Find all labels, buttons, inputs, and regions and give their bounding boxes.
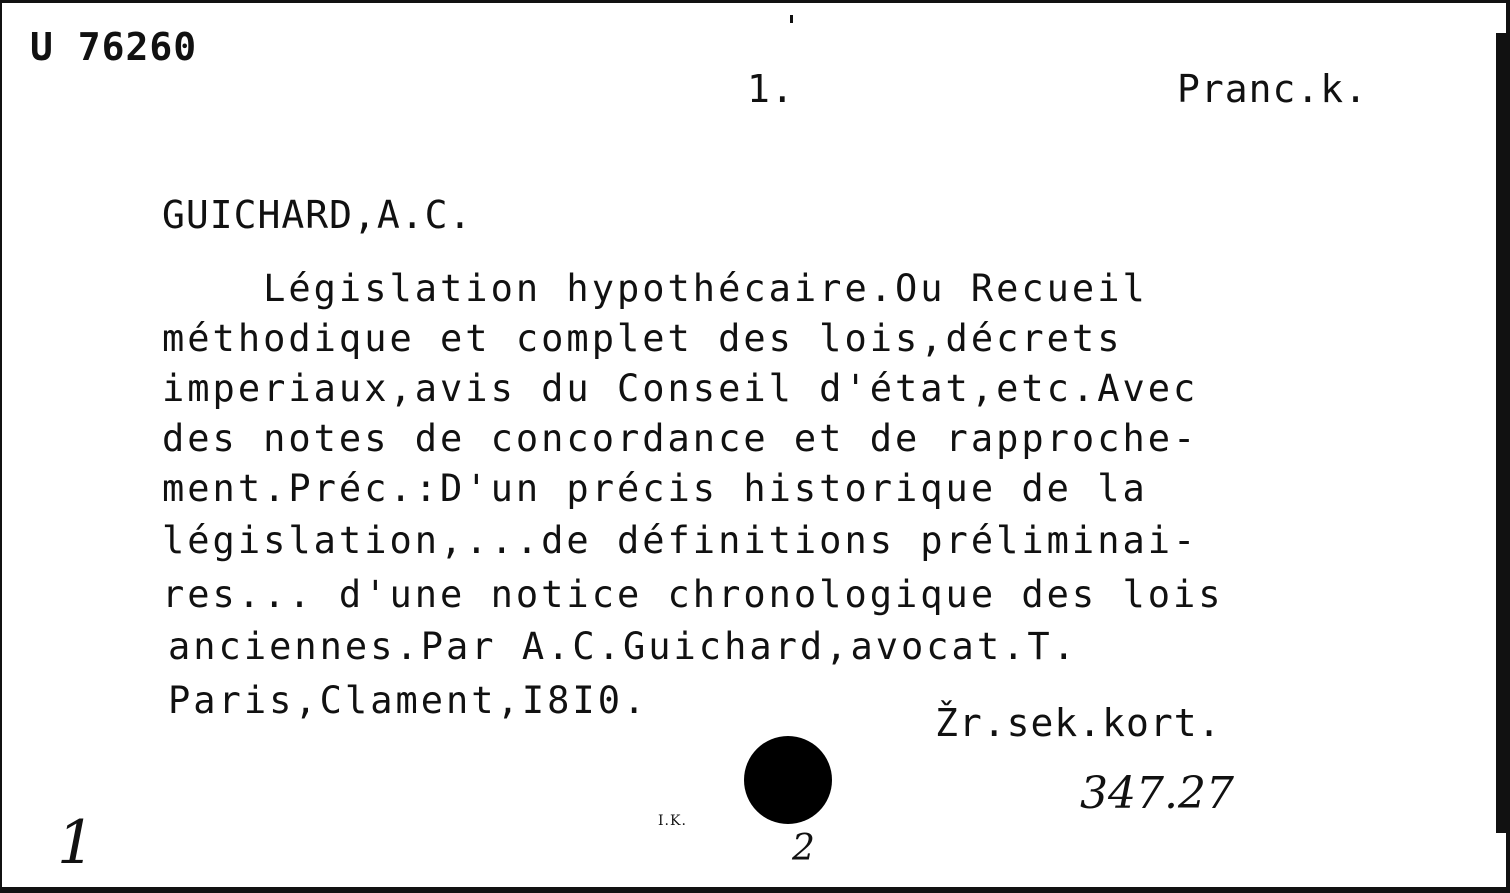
description-line: anciennes.Par A.C.Guichard,avocat.T.	[168, 625, 1078, 668]
handwritten-mark-bottom: 2	[792, 828, 815, 869]
author-heading: GUICHARD,A.C.	[162, 193, 473, 237]
description-line: res... d'une notice chronologique des lois	[162, 573, 1224, 616]
description-line: Paris,Clament,I8I0.	[168, 679, 649, 722]
speck	[790, 15, 793, 23]
description-line: des notes de concordance et de rapproche-	[162, 417, 1199, 460]
card-number: 1.	[747, 67, 795, 111]
location-code: Pranc.k.	[1177, 67, 1369, 111]
description-line: méthodique et complet des lois,décrets	[162, 317, 1123, 360]
small-mark: I.K.	[658, 813, 687, 829]
classification-number: 347.27	[1080, 768, 1234, 819]
description-line: Législation hypothécaire.Ou Recueil	[162, 267, 1148, 310]
ink-blot-stamp	[744, 736, 832, 824]
card-edge-shadow	[1496, 33, 1506, 833]
call-number: U 76260	[30, 25, 198, 69]
description-line: législation,...de définitions préliminai-	[162, 519, 1199, 562]
description-line: ment.Préc.:D'un précis historique de la	[162, 467, 1148, 510]
collection-note: Žr.sek.kort.	[935, 701, 1222, 745]
handwritten-mark-left: 1	[57, 808, 96, 878]
description-line: imperiaux,avis du Conseil d'état,etc.Avec	[162, 367, 1199, 410]
